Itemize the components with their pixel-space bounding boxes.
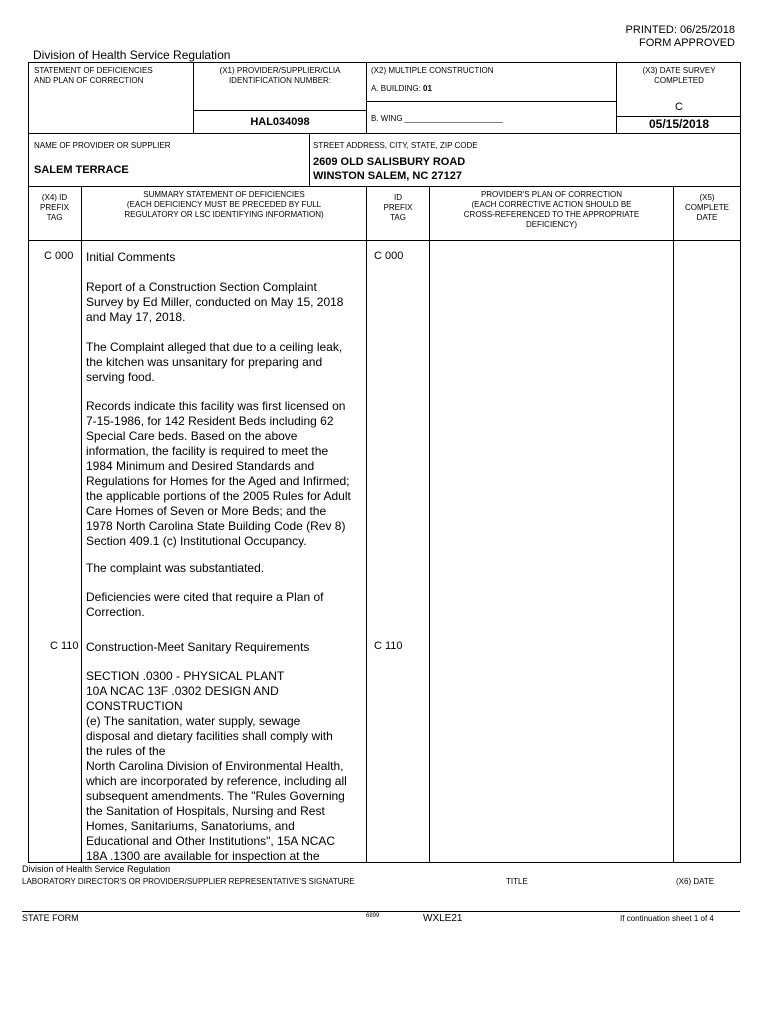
x3-label: (X3) DATE SURVEY COMPLETED [642,66,716,85]
form-code: WXLE21 [423,913,463,924]
provider-id: HAL034098 [250,116,310,128]
survey-date: 05/15/2018 [648,117,710,131]
tag-c000: C 000 [44,250,74,262]
title-label: TITLE [506,877,528,886]
x1-label: (X1) PROVIDER/SUPPLIER/CLIA IDENTIFICATION NUMBER: [219,66,341,85]
column-plan-header: PROVIDER'S PLAN OF CORRECTION (EACH CORRECTIVE ACTION SHOULD BE CROSS-REFERENCED TO THE APPROPRIATE DEFICIENCY) [463,190,640,229]
address-label: STREET ADDRESS, CITY, STATE, ZIP CODE [313,141,478,150]
column-id-header: ID PREFIX TAG [383,193,413,222]
printed-date: PRINTED: 06/25/2018 [625,24,735,36]
form-approved: FORM APPROVED [639,37,735,49]
column-summary-header: SUMMARY STATEMENT OF DEFICIENCIES (EACH DEFICIENCY MUST BE PRECEDED BY FULL REGULATORY OR LSC IDENTIFYING INFORMATION) [124,190,324,219]
form-number: 6899 [366,913,380,919]
address-line-2: WINSTON SALEM, NC 27127 [313,170,462,182]
entry-c000-paragraph-2: The Complaint alleged that due to a ceiling leak, the kitchen was unsanitary for preparing and serving food. [86,340,343,384]
entry-c000-paragraph-5: Deficiencies were cited that require a Plan of Correction. [86,590,324,619]
statement-label: STATEMENT OF DEFICIENCIES AND PLAN OF CORRECTION [34,66,153,85]
entry-c000-paragraph-3: Records indicate this facility was first licensed on 7-15-1986, for 142 Resident Beds including 62 Special Care beds. Based on the above information, the facility is required to meet the 1984 Minimum and Desired Standards and Regulations for Homes for the Aged and Infirmed; the applicable portions of the 2005 Rules for Adult Care Homes of Seven or More Beds; and the 1978 North Carolina State Building Code (Rev 8) Section 409.1 (c) Institutional Occupancy. [86,399,351,548]
building-label: A. BUILDING: [371,84,421,93]
building-value: 01 [423,84,432,93]
entry-c000-paragraph-4: The complaint was substantiated. [86,561,265,575]
division-title: Division of Health Service Regulation [33,48,231,62]
building-field [371,84,432,94]
column-x4-header: (X4) ID PREFIX TAG [40,193,69,222]
wing-field: B. WING ______________________ [371,114,503,123]
id-tag-c110: C 110 [374,640,403,652]
tag-c110: C 110 [50,640,79,652]
state-form-label: STATE FORM [22,913,79,923]
footer-division: Division of Health Service Regulation [22,864,171,874]
id-tag-c000: C 000 [374,250,404,262]
x2-label: (X2) MULTIPLE CONSTRUCTION [371,66,494,75]
entry-c110-paragraph-1: SECTION .0300 - PHYSICAL PLANT 10A NCAC 13F .0302 DESIGN AND CONSTRUCTION (e) The sanitation, water supply, sewage disposal and dietary facilities shall comply with the rules of the North Carolina Division of Environmental Health, which are incorporated by reference, including all subsequent amendments. The "Rules Governing the Sanitation of Hospitals, Nursing and Rest Homes, Sanitariums, Sanatoriums, and Educational and Other Institutions", 15A NCAC 18A .1300 are available for inspection at the [86,669,347,863]
column-x5-header: (X5) COMPLETE DATE [684,193,729,222]
entry-title-c110: Construction-Meet Sanitary Requirements [86,640,310,654]
survey-code: C [675,101,683,113]
entry-c000-paragraph-1: Report of a Construction Section Complaint Survey by Ed Miller, conducted on May 15, 2018 and May 17, 2018. [86,280,344,324]
x6-date-label: (X6) DATE [676,877,715,886]
address-line-1: 2609 OLD SALISBURY ROAD [313,156,466,168]
provider-name-label: NAME OF PROVIDER OR SUPPLIER [34,141,171,150]
signature-label: LABORATORY DIRECTOR'S OR PROVIDER/SUPPLIER REPRESENTATIVE'S SIGNATURE [22,877,355,886]
provider-name: SALEM TERRACE [34,164,129,176]
entry-title-c000: Initial Comments [86,250,176,264]
continuation-note: If continuation sheet 1 of 4 [620,914,714,923]
